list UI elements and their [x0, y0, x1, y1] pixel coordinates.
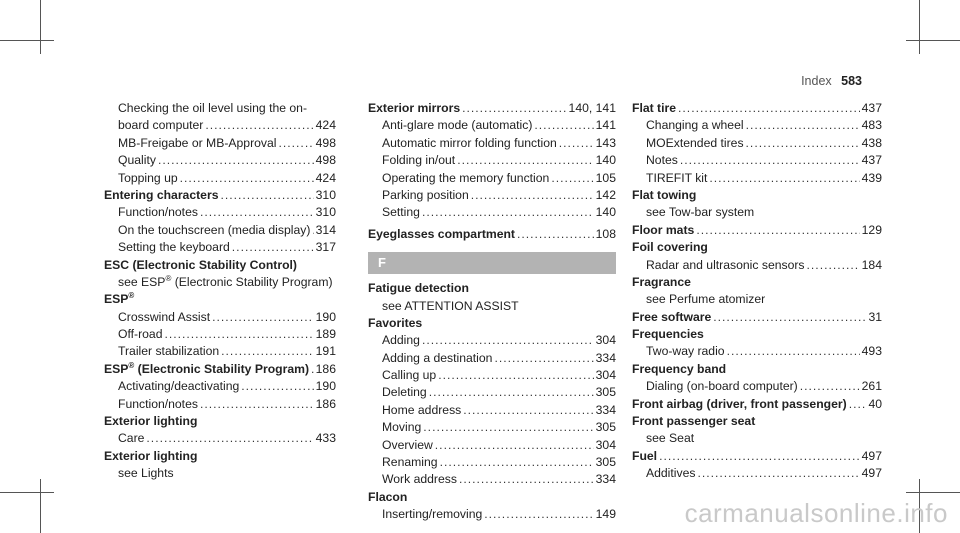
entry-text: Entering characters: [104, 187, 219, 202]
entry-text: Free software: [632, 309, 712, 324]
index-subentry: [368, 384, 616, 401]
entry-text: see ESP® (Electronic Stability Program): [118, 273, 333, 289]
index-subentry: [632, 170, 882, 187]
crop-mark: [919, 0, 920, 54]
entry-text: Moving: [382, 420, 422, 435]
entry-page-number: 497: [861, 448, 882, 463]
index-subentry: [368, 298, 616, 315]
entry-text: ESP®: [104, 291, 135, 307]
entry-text: Fuel: [632, 448, 658, 463]
index-subentry: [368, 506, 616, 523]
index-subentry: [632, 135, 882, 152]
index-subentry: [104, 222, 336, 239]
entry-text: Exterior mirrors: [368, 101, 461, 115]
entry-page-number: 334: [595, 402, 616, 417]
leader-dots: [746, 117, 860, 134]
leader-dots: [200, 396, 314, 413]
leader-dots: [534, 117, 593, 134]
index-subentry: [104, 343, 336, 360]
crop-mark: [0, 492, 54, 493]
entry-page-number: 129: [861, 222, 882, 237]
entry-page-number: 305: [595, 420, 616, 435]
leader-dots: [435, 437, 594, 454]
leader-dots: [423, 419, 593, 436]
entry-page-number: 186: [315, 361, 336, 376]
leader-dots: [849, 396, 867, 413]
leader-dots: [494, 350, 593, 367]
index-column-2: [368, 100, 616, 524]
entry-text: Inserting/removing: [382, 507, 483, 522]
index-entry: [632, 413, 882, 430]
entry-page-number: 304: [595, 333, 616, 348]
index-subentry: [104, 430, 336, 447]
entry-page-number: 142: [595, 187, 616, 202]
index-entry: [104, 187, 336, 204]
leader-dots: [807, 257, 860, 274]
entry-text: Renaming: [382, 455, 438, 470]
entry-text: On the touchscreen (media display): [118, 222, 311, 237]
leader-dots: [800, 378, 860, 395]
leader-dots: [146, 430, 313, 447]
index-entry: [368, 489, 616, 506]
entry-page-number: 433: [315, 431, 336, 446]
leader-dots: [727, 343, 860, 360]
leader-dots: [678, 100, 860, 117]
index-subentry: [368, 187, 616, 204]
entry-page-number: 143: [595, 135, 616, 150]
entry-page-number: 189: [315, 327, 336, 342]
entry-page-number: 149: [595, 507, 616, 522]
entry-text: Adding: [382, 333, 420, 348]
leader-dots: [459, 471, 594, 488]
leader-dots: [462, 100, 566, 117]
leader-dots: [429, 384, 594, 401]
entry-page-number: 314: [315, 222, 336, 237]
index-subentry: [368, 152, 616, 169]
index-subentry: [632, 291, 882, 308]
leader-dots: [212, 309, 314, 326]
index-subentry: [632, 430, 882, 447]
entry-text: Calling up: [382, 368, 437, 383]
leader-dots: [457, 152, 593, 169]
entry-text: Flat towing: [632, 187, 697, 202]
index-column-3: [632, 100, 882, 483]
crop-mark: [906, 40, 960, 41]
entry-text: Overview: [382, 437, 433, 452]
entry-page-number: 141: [595, 118, 616, 133]
index-subentry: [104, 135, 336, 152]
index-subentry: [104, 100, 336, 117]
leader-dots: [440, 454, 594, 471]
entry-page-number: 310: [315, 187, 336, 202]
index-subentry: [104, 465, 336, 482]
entry-text: Frequencies: [632, 327, 704, 342]
entry-text: see ATTENTION ASSIST: [382, 298, 519, 313]
section-header: F: [368, 252, 616, 274]
leader-dots: [471, 187, 594, 204]
index-entry: [104, 361, 336, 378]
entry-text: MOExtended tires: [646, 135, 744, 150]
entry-text: Exterior lighting: [104, 448, 198, 463]
entry-text: Flat tire: [632, 101, 677, 115]
leader-dots: [484, 506, 593, 523]
entry-text: Front passenger seat: [632, 414, 756, 429]
entry-text: Checking the oil level using the on-: [118, 101, 308, 115]
index-subentry: [632, 152, 882, 169]
index-entry: [632, 222, 882, 239]
crop-mark: [0, 40, 54, 41]
index-entry: [104, 413, 336, 430]
entry-page-number: 439: [861, 170, 882, 185]
entry-page-number: 437: [861, 153, 882, 168]
entry-page-number: 140: [595, 205, 616, 220]
entry-text: Work address: [382, 472, 457, 487]
leader-dots: [422, 204, 594, 221]
entry-text: Topping up: [118, 170, 178, 185]
entry-text: see Tow-bar system: [646, 205, 755, 220]
index-entry: [104, 448, 336, 465]
entry-text: Foil covering: [632, 240, 708, 255]
index-entry: [104, 257, 336, 274]
index-entry: [368, 280, 616, 297]
index-entry: [632, 239, 882, 256]
entry-text: Deleting: [382, 385, 427, 400]
entry-page-number: 305: [595, 385, 616, 400]
crop-mark: [40, 0, 41, 54]
entry-page-number: 498: [315, 153, 336, 168]
index-subentry: [104, 326, 336, 343]
index-subentry: [368, 170, 616, 187]
index-entry: [632, 309, 882, 326]
entry-text: MB-Freigabe or MB-Approval: [118, 135, 277, 150]
entry-text: Anti-glare mode (automatic): [382, 118, 533, 133]
page-number: 583: [841, 74, 862, 88]
leader-dots: [180, 170, 314, 187]
leader-dots: [158, 152, 314, 169]
leader-dots: [164, 326, 313, 343]
index-subentry: [368, 135, 616, 152]
leader-dots: [517, 226, 594, 243]
entry-page-number: 261: [861, 379, 882, 394]
leader-dots: [422, 332, 594, 349]
index-entry: [632, 326, 882, 343]
entry-page-number: 424: [315, 170, 336, 185]
entry-page-number: 186: [315, 396, 336, 411]
index-entry: [368, 100, 616, 117]
leader-dots: [220, 187, 313, 204]
leader-dots: [311, 361, 314, 378]
entry-page-number: 498: [315, 135, 336, 150]
leader-dots: [551, 170, 593, 187]
entry-page-number: 317: [315, 240, 336, 255]
entry-text: ESC (Electronic Stability Control): [104, 257, 297, 272]
entry-page-number: 437: [861, 101, 882, 115]
leader-dots: [680, 152, 860, 169]
index-subentry: [368, 117, 616, 134]
entry-page-number: 497: [861, 466, 882, 481]
leader-dots: [221, 343, 314, 360]
index-subentry: [368, 419, 616, 436]
leader-dots: [200, 204, 314, 221]
entry-text: Frequency band: [632, 361, 727, 376]
entry-page-number: 483: [861, 118, 882, 133]
entry-page-number: 438: [861, 135, 882, 150]
leader-dots: [279, 135, 314, 152]
leader-dots: [312, 222, 313, 239]
index-subentry: [632, 465, 882, 482]
entry-page-number: 108: [595, 226, 616, 241]
index-entry: [632, 274, 882, 291]
entry-text: ESP® (Electronic Stability Program): [104, 360, 310, 376]
index-subentry: [104, 378, 336, 395]
index-subentry: [104, 309, 336, 326]
entry-page-number: 140: [595, 153, 616, 168]
leader-dots: [241, 378, 313, 395]
entry-text: Activating/deactivating: [118, 379, 240, 394]
entry-text: Radar and ultrasonic sensors: [646, 257, 805, 272]
index-subentry: [368, 454, 616, 471]
index-entry: [632, 396, 882, 413]
index-subentry: [368, 350, 616, 367]
entry-text: Setting the keyboard: [118, 240, 230, 255]
entry-page-number: 105: [595, 170, 616, 185]
leader-dots: [697, 465, 859, 482]
entry-page-number: 190: [315, 379, 336, 394]
leader-dots: [659, 448, 860, 465]
entry-text: Dialing (on-board computer): [646, 379, 798, 394]
leader-dots: [232, 239, 314, 256]
entry-text: Function/notes: [118, 396, 198, 411]
entry-text: Two-way radio: [646, 344, 725, 359]
entry-page-number: 304: [595, 368, 616, 383]
entry-text: Automatic mirror folding function: [382, 135, 557, 150]
watermark: carmanualsonline.info: [684, 498, 948, 528]
index-entry: [368, 315, 616, 332]
entry-page-number: 310: [315, 205, 336, 220]
entry-page-number: 40: [868, 396, 882, 411]
index-subentry: [632, 343, 882, 360]
leader-dots: [438, 367, 593, 384]
entry-page-number: 191: [315, 344, 336, 359]
index-subentry: [368, 204, 616, 221]
entry-text: Quality: [118, 153, 156, 168]
entry-text: TIREFIT kit: [646, 170, 708, 185]
entry-page-number: 304: [595, 437, 616, 452]
index-subentry: [104, 117, 336, 134]
leader-dots: [746, 135, 860, 152]
entry-text: Front airbag (driver, front passenger): [632, 396, 847, 411]
index-subentry: [632, 378, 882, 395]
index-subentry: [104, 239, 336, 256]
index-subentry: [368, 471, 616, 488]
header-label: Index: [801, 74, 832, 88]
leader-dots: [463, 402, 593, 419]
entry-text: Adding a destination: [382, 350, 493, 365]
entry-page-number: 334: [595, 350, 616, 365]
entry-text: Notes: [646, 153, 678, 168]
leader-dots: [559, 135, 594, 152]
leader-dots: [696, 222, 859, 239]
entry-page-number: 184: [861, 257, 882, 272]
entry-text: board computer: [118, 118, 204, 133]
entry-text: Trailer stabilization: [118, 344, 220, 359]
index-subentry: [104, 274, 336, 291]
crop-mark: [906, 492, 960, 493]
entry-page-number: 305: [595, 455, 616, 470]
index-entry: [632, 100, 882, 117]
index-subentry: [368, 367, 616, 384]
index-subentry: [368, 402, 616, 419]
entry-text: Parking position: [382, 187, 469, 202]
entry-text: Favorites: [368, 315, 423, 330]
entry-text: Care: [118, 431, 145, 446]
entry-text: see Lights: [118, 466, 174, 481]
entry-text: Setting: [382, 205, 420, 220]
entry-text: Changing a wheel: [646, 118, 744, 133]
leader-dots: [709, 170, 859, 187]
leader-dots: [205, 117, 313, 134]
index-subentry: [632, 204, 882, 221]
entry-page-number: 31: [868, 309, 882, 324]
index-entry: [368, 226, 616, 243]
index-subentry: [104, 170, 336, 187]
crop-mark: [40, 479, 41, 533]
entry-text: Floor mats: [632, 222, 695, 237]
index-entry: [632, 361, 882, 378]
page-header: [801, 74, 862, 88]
entry-text: Fatigue detection: [368, 281, 469, 296]
entry-text: Folding in/out: [382, 153, 456, 168]
entry-text: Off-road: [118, 327, 163, 342]
index-subentry: [368, 332, 616, 349]
index-subentry: [104, 152, 336, 169]
entry-text: Home address: [382, 402, 462, 417]
entry-text: see Perfume atomizer: [646, 292, 766, 307]
entry-text: Fragrance: [632, 274, 691, 289]
entry-page-number: 334: [595, 472, 616, 487]
index-entry: [632, 187, 882, 204]
entry-text: Flacon: [368, 489, 408, 504]
leader-dots: [713, 309, 866, 326]
entry-text: Exterior lighting: [104, 414, 198, 429]
entry-page-number: 493: [861, 344, 882, 359]
index-entry: [632, 448, 882, 465]
entry-text: Operating the memory function: [382, 170, 550, 185]
entry-text: see Seat: [646, 431, 695, 446]
entry-text: Function/notes: [118, 205, 198, 220]
entry-text: Additives: [646, 466, 696, 481]
index-column-1: [104, 100, 336, 483]
index-subentry: [104, 396, 336, 413]
index-entry: [104, 291, 336, 308]
index-subentry: [368, 437, 616, 454]
entry-page-number: 140, 141: [568, 101, 616, 115]
index-subentry: [632, 117, 882, 134]
index-subentry: [104, 204, 336, 221]
entry-page-number: 424: [315, 118, 336, 133]
entry-text: Eyeglasses compartment: [368, 226, 515, 241]
entry-text: Crosswind Assist: [118, 309, 211, 324]
index-subentry: [632, 257, 882, 274]
entry-page-number: 190: [315, 309, 336, 324]
